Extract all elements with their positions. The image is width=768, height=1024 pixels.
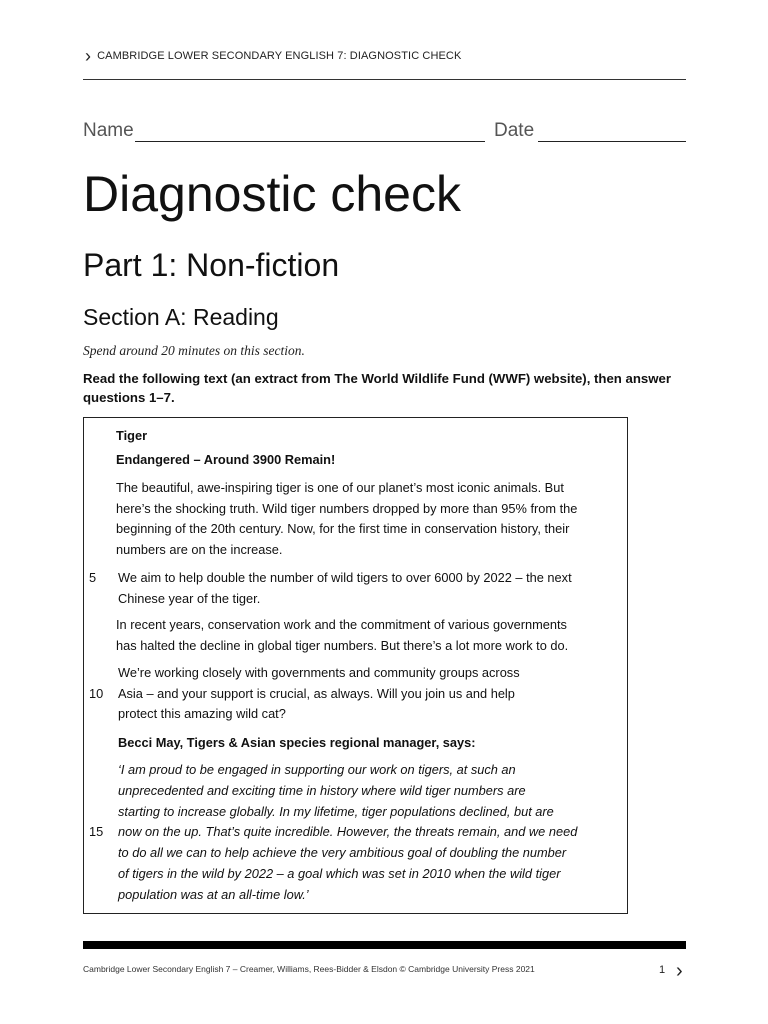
time-note: Spend around 20 minutes on this section. [83,343,305,358]
text-line: Asia – and your support is crucial, as always. Will you join us and help [118,685,515,701]
text-line: We’re working closely with governments and community groups across [118,665,520,680]
text-line: population was at an all-time low.’ [118,886,309,902]
section-heading: Section A: Reading [83,304,279,330]
extract-paragraph-1 [116,478,616,560]
text-line: now on the up. That’s quite incredible. However, the threats remain, and we need [118,824,578,840]
page-number: 1 [659,964,666,976]
text-line: here’s the shocking truth. Wild tiger numbers dropped by more than 95% from the [116,500,578,516]
text-line: We aim to help double the number of wild tigers to over 6000 by 2022 – the next [118,570,572,585]
footer-bar [83,941,686,949]
text-line: unprecedented and exciting time in history where wild tiger numbers are [118,782,526,798]
extract-paragraph-2 [118,568,618,609]
date-label: Date [494,120,535,141]
text-line: beginning of the 20th century. Now, for the first time in conservation history, their [116,521,570,537]
name-label: Name [83,120,134,141]
text-line: numbers are on the increase. [116,541,283,557]
header-text: CAMBRIDGE LOWER SECONDARY ENGLISH 7: DIAGNOSTIC CHECK [97,50,462,62]
name-date-row [83,120,686,144]
line-number: 10 [89,686,104,701]
instructions [83,369,683,407]
running-header [85,47,461,65]
extract-paragraph-3 [116,615,616,656]
chevron-right-icon: › [85,46,92,66]
page-title: Diagnostic check [83,166,461,222]
extract-paragraph-4 [118,663,618,725]
speaker-line: Becci May, Tigers & Asian species regional manager, says: [118,735,476,750]
text-line: of tigers in the wild by 2022 – a goal which was set in 2010 when the wild tiger [118,865,561,881]
text-line: to do all we can to help achieve the very ambitious goal of doubling the number [118,845,567,861]
text-line: ‘I am proud to be engaged in supporting our work on tigers, at such an [118,762,516,777]
text-line: Chinese year of the tiger. [118,590,261,606]
header-divider [83,79,686,80]
text-line: has halted the decline in global tiger numbers. But there’s a lot more work to do. [116,637,569,653]
chevron-right-icon: › [676,960,683,982]
name-field-line[interactable] [135,141,485,142]
quote-paragraph [118,760,618,906]
instruction-line: Read the following text (an extract from The World Wildlife Fund (WWF) website), then answer [83,371,671,386]
footer-credit: Cambridge Lower Secondary English 7 – Creamer, Williams, Rees-Bidder & Elsdon © Cambridge University Press 2021 [83,964,535,974]
extract-heading: Tiger [116,428,148,443]
instruction-line: questions 1–7. [83,390,175,405]
line-number: 5 [89,570,97,585]
text-line: protect this amazing wild cat? [118,706,286,722]
part-heading: Part 1: Non-fiction [83,247,340,283]
extract-subheading: Endangered – Around 3900 Remain! [116,452,336,467]
text-line: The beautiful, awe-inspiring tiger is one of our planet’s most iconic animals. But [116,480,564,495]
text-line: In recent years, conservation work and the commitment of various governments [116,617,567,632]
date-field-line[interactable] [538,141,686,142]
text-line: starting to increase globally. In my lifetime, tiger populations declined, but are [118,803,554,819]
line-number: 15 [89,824,104,839]
